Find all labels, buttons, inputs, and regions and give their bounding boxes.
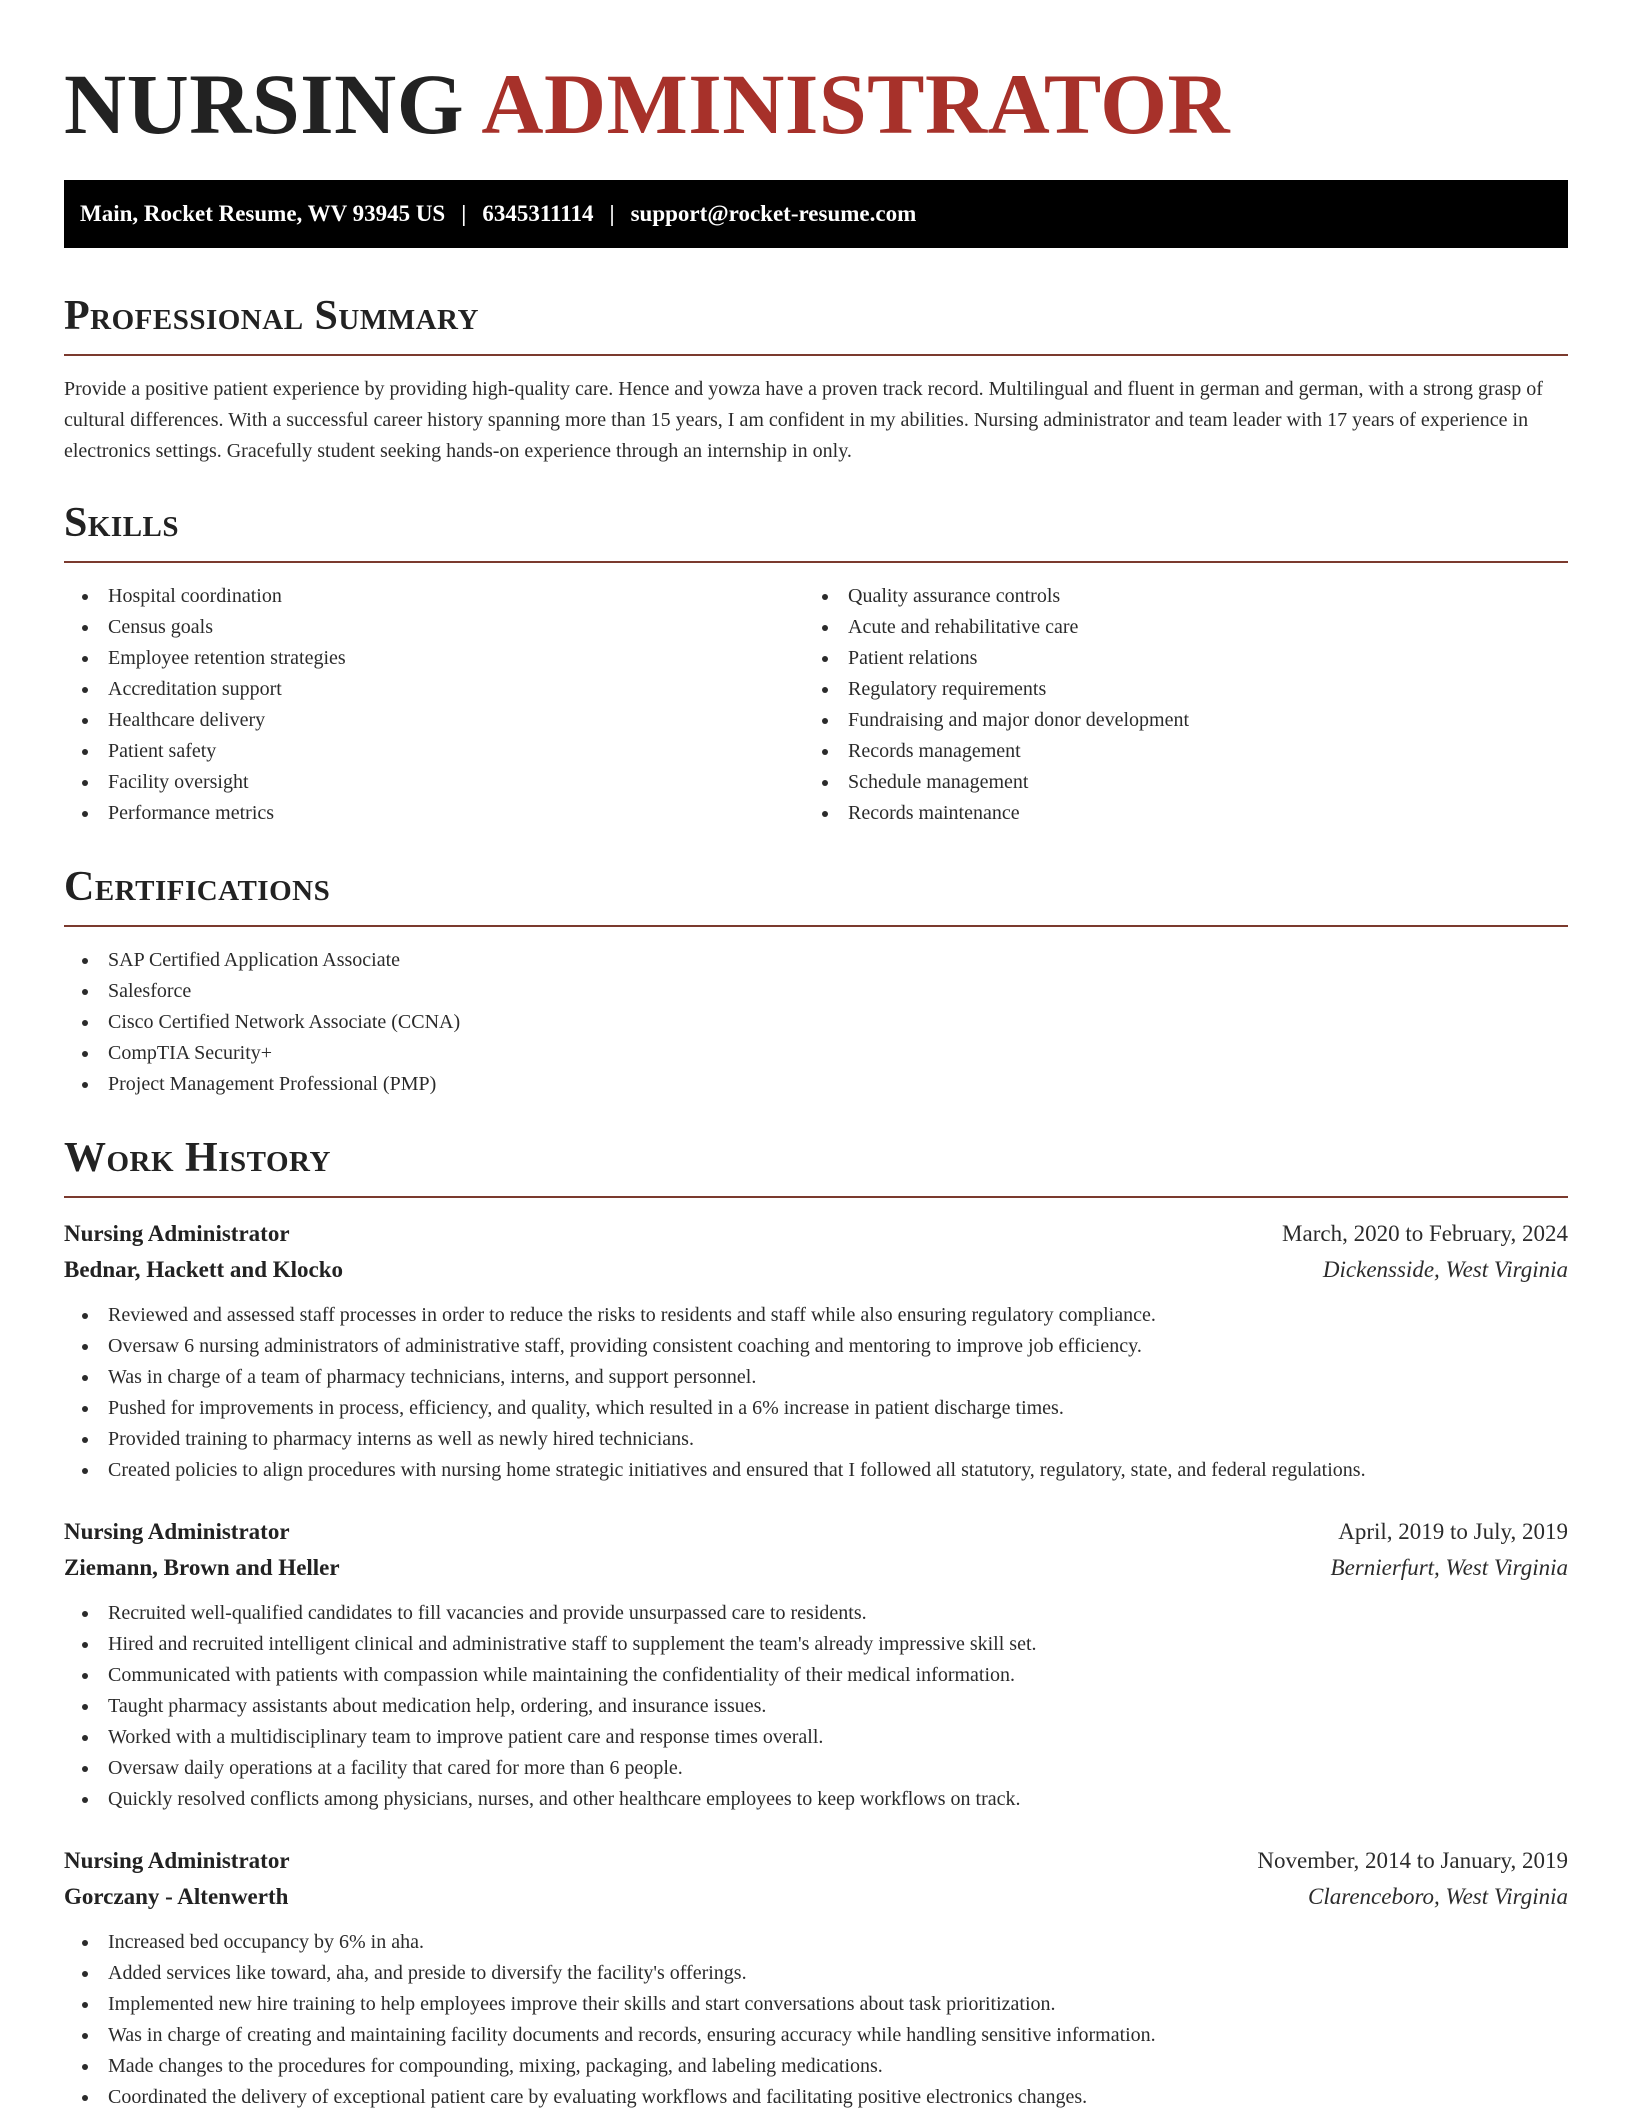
- certification-item: Cisco Certified Network Associate (CCNA): [64, 1007, 1568, 1038]
- skill-item: Healthcare delivery: [64, 705, 804, 736]
- skill-item: Performance metrics: [64, 798, 804, 829]
- job-entry: [64, 1514, 1568, 1815]
- job-location: Dickensside, West Virginia: [1322, 1257, 1568, 1282]
- section-title-summary: Professional Summary: [64, 293, 479, 339]
- skills-list-right: [804, 581, 1544, 829]
- skill-item: Employee retention strategies: [64, 643, 804, 674]
- job-duty-item: Hired and recruited intelligent clinical and administrative staff to supplement the team's already impressive skill set.: [64, 1629, 1568, 1660]
- name-first: NURSING: [64, 56, 465, 152]
- job-duty-item: Worked with a multidisciplinary team to improve patient care and response times overall.: [64, 1722, 1568, 1753]
- skill-item: Regulatory requirements: [804, 674, 1544, 705]
- job-duty-item: Reviewed and assessed staff processes in order to reduce the risks to residents and staff while also ensuring regulatory compliance.: [64, 1300, 1568, 1331]
- job-duty-item: Provided training to pharmacy interns as well as newly hired technicians.: [64, 1424, 1568, 1455]
- job-dates: April, 2019 to July, 2019: [1338, 1519, 1568, 1544]
- summary-text: Provide a positive patient experience by providing high-quality care. Hence and yowza have a proven track record. Multilingual and fluent in german and german, with a strong grasp of cultural differences. With a successful career history spanning more than 15 years, I am confident in my abilities. Nursing administrator and team leader with 17 years of experience in electronics settings. Gracefully student seeking hands-on experience through an internship in only.: [64, 378, 1543, 462]
- job-duty-item: Recruited well-qualified candidates to fill vacancies and provide unsurpassed care to residents.: [64, 1598, 1568, 1629]
- work-history-section: [64, 1134, 1568, 2113]
- certification-item: Project Management Professional (PMP): [64, 1069, 1568, 1100]
- job-header-row: [64, 1843, 1568, 1879]
- certifications-section: [64, 863, 1568, 1100]
- job-header-row: [64, 1514, 1568, 1550]
- job-duty-item: Was in charge of a team of pharmacy technicians, interns, and support personnel.: [64, 1362, 1568, 1393]
- section-title-certifications: Certifications: [64, 864, 331, 910]
- section-divider: [64, 925, 1568, 927]
- job-duty-item: Implemented new hire training to help employees improve their skills and start conversations about task prioritization.: [64, 1989, 1568, 2020]
- professional-summary-section: [64, 292, 1568, 467]
- certification-item: SAP Certified Application Associate: [64, 945, 1568, 976]
- job-company: Ziemann, Brown and Heller: [64, 1555, 340, 1580]
- job-dates: March, 2020 to February, 2024: [1282, 1221, 1568, 1246]
- job-duty-item: Oversaw daily operations at a facility that cared for more than 6 people.: [64, 1753, 1568, 1784]
- skill-item: Records maintenance: [804, 798, 1544, 829]
- job-company: Bednar, Hackett and Klocko: [64, 1257, 344, 1282]
- job-duties-list: [64, 1927, 1568, 2113]
- job-duty-item: Added services like toward, aha, and preside to diversify the facility's offerings.: [64, 1958, 1568, 1989]
- skills-list-left: [64, 581, 804, 829]
- job-duties-list: [64, 1598, 1568, 1815]
- contact-address: Main, Rocket Resume, WV 93945 US: [80, 201, 446, 226]
- job-title: Nursing Administrator: [64, 1221, 290, 1246]
- skill-item: Quality assurance controls: [804, 581, 1544, 612]
- section-divider: [64, 1196, 1568, 1198]
- section-title-skills: Skills: [64, 500, 180, 546]
- job-company-row: [64, 1252, 1568, 1288]
- certification-item: CompTIA Security+: [64, 1038, 1568, 1069]
- skills-section: [64, 499, 1568, 829]
- section-title-work-history: Work History: [64, 1135, 331, 1181]
- skills-columns: [64, 581, 1568, 829]
- job-duty-item: Oversaw 6 nursing administrators of administrative staff, providing consistent coaching and mentoring to improve job efficiency.: [64, 1331, 1568, 1362]
- skill-item: Records management: [804, 736, 1544, 767]
- job-duty-item: Created policies to align procedures with nursing home strategic initiatives and ensured that I followed all statutory, regulatory, state, and federal regulations.: [64, 1455, 1568, 1486]
- skill-item: Patient relations: [804, 643, 1544, 674]
- job-company-row: [64, 1879, 1568, 1915]
- job-dates: November, 2014 to January, 2019: [1257, 1848, 1568, 1873]
- skill-item: Fundraising and major donor development: [804, 705, 1544, 736]
- job-duty-item: Increased bed occupancy by 6% in aha.: [64, 1927, 1568, 1958]
- job-duties-list: [64, 1300, 1568, 1486]
- job-duty-item: Communicated with patients with compassion while maintaining the confidentiality of their medical information.: [64, 1660, 1568, 1691]
- job-company: Gorczany - Altenwerth: [64, 1884, 289, 1909]
- job-location: Bernierfurt, West Virginia: [1330, 1555, 1568, 1580]
- contact-separator: |: [461, 201, 467, 226]
- skill-item: Hospital coordination: [64, 581, 804, 612]
- job-duty-item: Was in charge of creating and maintaining facility documents and records, ensuring accuracy while handling sensitive information.: [64, 2020, 1568, 2051]
- skill-item: Patient safety: [64, 736, 804, 767]
- resume-name: [64, 0, 1568, 150]
- job-header-row: [64, 1216, 1568, 1252]
- job-company-row: [64, 1550, 1568, 1586]
- contact-separator: |: [609, 201, 615, 226]
- job-duty-item: Made changes to the procedures for compounding, mixing, packaging, and labeling medications.: [64, 2051, 1568, 2082]
- contact-phone: 6345311114: [482, 201, 594, 226]
- job-duty-item: Quickly resolved conflicts among physicians, nurses, and other healthcare employees to keep workflows on track.: [64, 1784, 1568, 1815]
- section-divider: [64, 354, 1568, 356]
- job-title: Nursing Administrator: [64, 1519, 290, 1544]
- skill-item: Schedule management: [804, 767, 1544, 798]
- skill-item: Facility oversight: [64, 767, 804, 798]
- skill-item: Census goals: [64, 612, 804, 643]
- skill-item: Acute and rehabilitative care: [804, 612, 1544, 643]
- name-last: ADMINISTRATOR: [481, 56, 1231, 152]
- job-duty-item: Coordinated the delivery of exceptional patient care by evaluating workflows and facilitating positive electronics changes.: [64, 2082, 1568, 2113]
- job-entry: [64, 1216, 1568, 1486]
- job-entry: [64, 1843, 1568, 2113]
- job-duty-item: Taught pharmacy assistants about medication help, ordering, and insurance issues.: [64, 1691, 1568, 1722]
- skill-item: Accreditation support: [64, 674, 804, 705]
- section-divider: [64, 561, 1568, 563]
- job-duty-item: Pushed for improvements in process, efficiency, and quality, which resulted in a 6% increase in patient discharge times.: [64, 1393, 1568, 1424]
- contact-email[interactable]: support@rocket-resume.com: [630, 201, 917, 226]
- job-location: Clarenceboro, West Virginia: [1307, 1884, 1568, 1909]
- job-title: Nursing Administrator: [64, 1848, 290, 1873]
- certification-item: Salesforce: [64, 976, 1568, 1007]
- certifications-list: [64, 945, 1568, 1100]
- contact-bar: [64, 180, 1568, 248]
